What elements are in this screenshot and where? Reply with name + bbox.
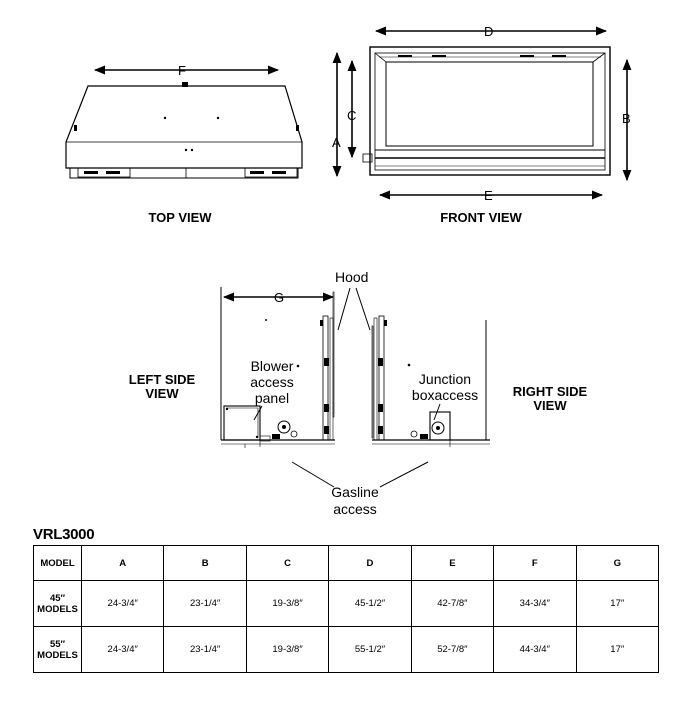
gas-line-callout-line2: access xyxy=(333,501,377,517)
table-header-row xyxy=(34,546,659,581)
header-f: F xyxy=(494,546,576,581)
table-cell: 55-1/2″ xyxy=(329,627,411,673)
table-cell: 45-1/2″ xyxy=(329,581,411,627)
header-b: B xyxy=(164,546,246,581)
table-cell: 17″ xyxy=(576,581,658,627)
table-cell: 34-3/4″ xyxy=(494,581,576,627)
model-series-title: VRL3000 xyxy=(33,526,95,543)
row-model-size: 45″ xyxy=(49,592,66,604)
dimension-a-label: A xyxy=(332,135,341,150)
header-e: E xyxy=(411,546,493,581)
dimension-f-label: F xyxy=(178,63,186,78)
table-cell: 24-3/4″ xyxy=(82,627,164,673)
junction-box-callout-line2: boxaccess xyxy=(411,387,479,403)
table-cell: 44-3/4″ xyxy=(494,627,576,673)
header-c: C xyxy=(246,546,328,581)
right-side-view-title-line1: RIGHT SIDE xyxy=(512,384,588,399)
hood-leader-right xyxy=(356,288,370,330)
table-cell: 24-3/4″ xyxy=(82,581,164,627)
dimension-e-label: E xyxy=(484,188,493,203)
header-model: MODEL xyxy=(34,546,82,581)
blower-access-callout-line1: Blower xyxy=(250,358,294,374)
dimension-d-label: D xyxy=(484,24,494,39)
right-side-view-title-line2: VIEW xyxy=(533,398,567,413)
table-cell: 42-7/8″ xyxy=(411,581,493,627)
top-view-title: TOP VIEW xyxy=(148,210,212,225)
front-view-drawing xyxy=(363,47,610,175)
row-model-size: 55″ xyxy=(49,638,66,650)
header-a: A xyxy=(82,546,164,581)
table-cell: 19-3/8″ xyxy=(246,627,328,673)
header-g: G xyxy=(576,546,658,581)
hood-leader-left xyxy=(338,288,350,330)
header-d: D xyxy=(329,546,411,581)
table-row xyxy=(34,627,659,673)
gas-line-callout-line1: Gasline xyxy=(331,484,379,500)
gas-line-leader-left xyxy=(292,462,334,487)
blower-access-callout-line3: panel xyxy=(254,390,290,406)
table-cell: 52-7/8″ xyxy=(411,627,493,673)
row-model-cell xyxy=(34,581,82,627)
row-model-label: MODELS xyxy=(37,649,78,661)
table-cell: 17″ xyxy=(576,627,658,673)
dimension-g-label: G xyxy=(274,290,285,305)
left-side-view-title-line2: VIEW xyxy=(145,386,179,401)
left-side-view-title-line1: LEFT SIDE xyxy=(128,372,196,387)
top-view-drawing xyxy=(66,82,302,178)
table-cell: 23-1/4″ xyxy=(164,581,246,627)
blower-access-callout-line2: access xyxy=(250,374,294,390)
hood-callout: Hood xyxy=(335,269,369,285)
gas-line-leader-right xyxy=(380,462,428,487)
front-view-title: FRONT VIEW xyxy=(440,210,522,225)
row-model-label: MODELS xyxy=(37,603,78,615)
row-model-cell xyxy=(34,627,82,673)
dimensions-table xyxy=(33,545,659,673)
table-row xyxy=(34,581,659,627)
table-cell: 23-1/4″ xyxy=(164,627,246,673)
table-cell: 19-3/8″ xyxy=(246,581,328,627)
dimension-c-label: C xyxy=(347,108,357,123)
dimension-b-label: B xyxy=(622,111,631,126)
junction-box-callout-line1: Junction xyxy=(418,371,472,387)
